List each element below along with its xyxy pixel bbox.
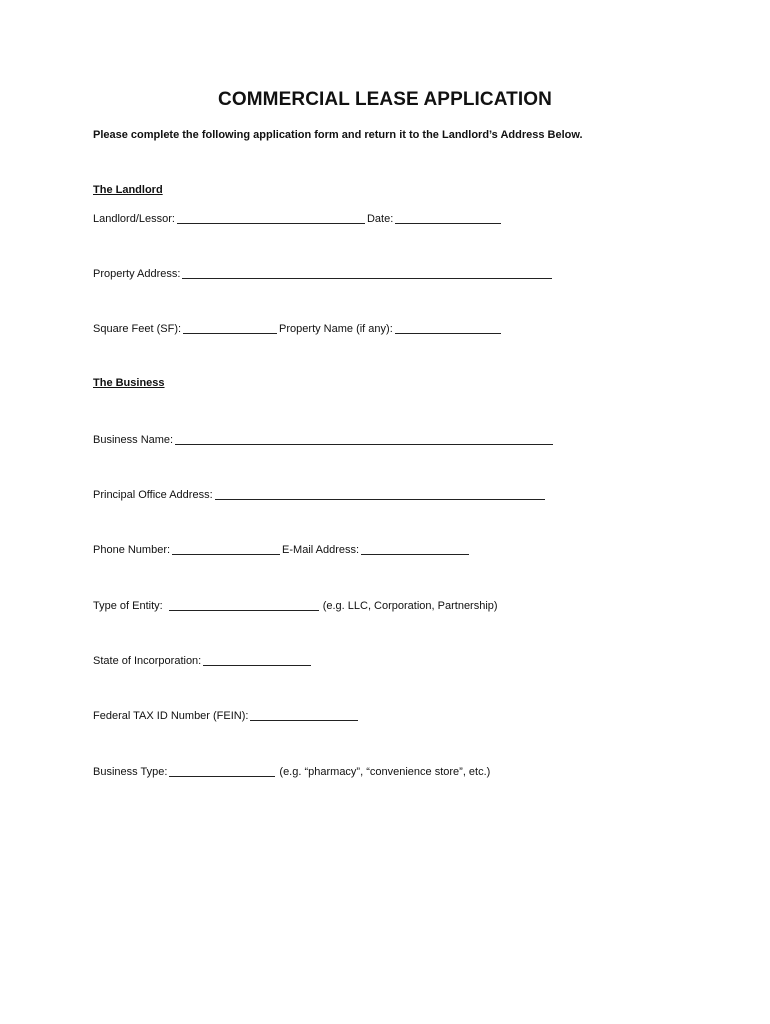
business-type-row [93, 764, 490, 780]
contact-row [93, 542, 471, 558]
email-field[interactable] [361, 542, 469, 555]
business-type-field[interactable] [169, 764, 275, 777]
fein-label: Federal TAX ID Number (FEIN): [93, 709, 249, 722]
document-title: COMMERCIAL LEASE APPLICATION [218, 89, 552, 110]
square-feet-row [93, 321, 503, 337]
property-name-label: Property Name (if any): [279, 322, 393, 335]
date-label: Date: [366, 212, 394, 225]
business-type-label: Business Type: [93, 765, 168, 778]
property-address-row [93, 266, 554, 282]
phone-label: Phone Number: [93, 543, 171, 556]
state-incorporation-row [93, 653, 313, 669]
principal-office-row [93, 487, 547, 503]
property-address-label: Property Address: [93, 267, 181, 280]
email-label: E-Mail Address: [282, 543, 360, 556]
business-name-row [93, 432, 555, 448]
property-address-field[interactable] [182, 266, 552, 279]
business-section-heading: The Business [93, 377, 165, 389]
landlord-section-heading: The Landlord [93, 184, 163, 196]
fein-field[interactable] [250, 708, 358, 721]
business-name-label: Business Name: [93, 433, 174, 446]
square-feet-label: Square Feet (SF): [93, 322, 182, 335]
phone-field[interactable] [172, 542, 280, 555]
landlord-field[interactable] [177, 211, 365, 224]
property-name-field[interactable] [395, 321, 501, 334]
fein-row [93, 708, 360, 724]
date-field[interactable] [395, 211, 501, 224]
state-incorporation-label: State of Incorporation: [93, 654, 202, 667]
principal-office-label: Principal Office Address: [93, 488, 213, 501]
entity-type-row [93, 598, 498, 614]
intro-instructions: Please complete the following application form and return it to the Landlord’s Address Below. [93, 129, 583, 141]
entity-type-field[interactable] [169, 598, 319, 611]
business-type-note: (e.g. “pharmacy”, “convenience store”, etc.) [279, 765, 491, 778]
business-name-field[interactable] [175, 432, 553, 445]
entity-type-label: Type of Entity: [93, 599, 163, 612]
state-incorporation-field[interactable] [203, 653, 311, 666]
landlord-row [93, 211, 503, 227]
square-feet-field[interactable] [183, 321, 277, 334]
landlord-label: Landlord/Lessor: [93, 212, 175, 225]
entity-type-note: (e.g. LLC, Corporation, Partnership) [322, 599, 498, 612]
principal-office-field[interactable] [215, 487, 545, 500]
